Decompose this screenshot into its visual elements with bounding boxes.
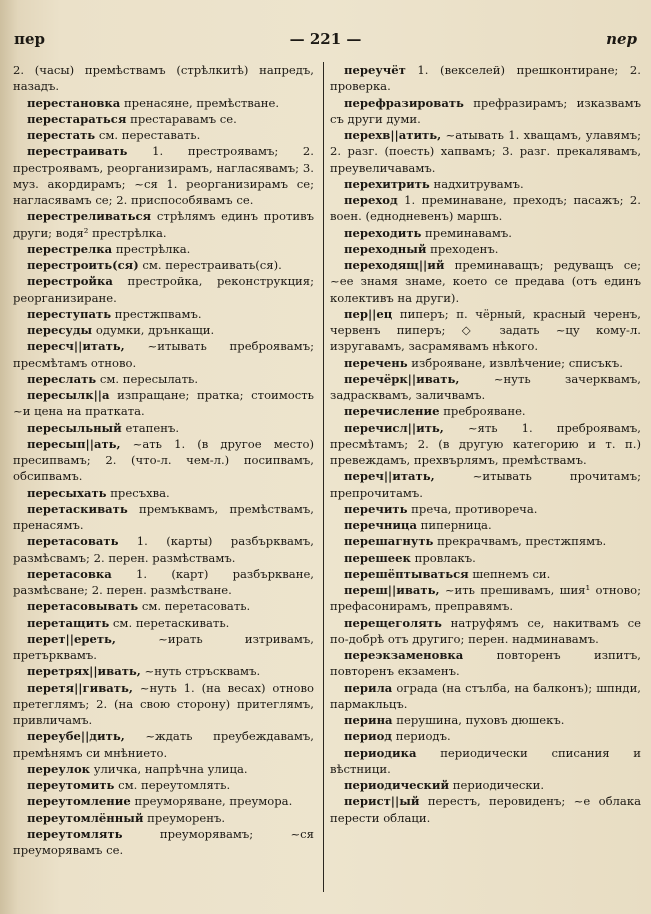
dictionary-entry <box>13 501 314 534</box>
definition: одумки, дрънкащи. <box>92 323 215 337</box>
definition: провлакъ. <box>410 550 476 565</box>
dictionary-entry <box>330 371 641 404</box>
headword: перехитрить <box>344 176 430 191</box>
definition: ~ждать преубеждавамъ, премѣнямъ си мнѣнието. <box>13 729 314 760</box>
dictionary-entry <box>13 420 314 436</box>
dictionary-entry <box>330 777 641 793</box>
headword: переч||итать, <box>344 469 435 484</box>
dictionary-entry <box>330 355 641 371</box>
definition: изпращане; пратка; стоимость ~и цена на пратката. <box>13 388 314 419</box>
dictionary-entry <box>13 631 314 664</box>
headword: перечёрк||ивать, <box>344 371 460 386</box>
definition: префразирамъ; изказвамъ съ други думи. <box>330 95 641 126</box>
dictionary-entry <box>13 615 314 631</box>
definition: ~итывать прочитамъ; препрочитамъ. <box>330 469 641 500</box>
dictionary-entry <box>330 127 641 176</box>
headword: переходящ||ий <box>344 258 445 272</box>
dictionary-entry <box>330 533 641 549</box>
headword: перет||ереть, <box>27 631 116 646</box>
headword: переш||ивать, <box>344 583 440 597</box>
headword: пересыхать <box>27 485 107 500</box>
headword: перетащить <box>27 615 110 630</box>
definition: перушина, пуховъ дюшекъ. <box>392 713 565 727</box>
definition: ~ать 1. (в другое место) пресипвамъ; 2. (что-л. чем-л.) посипвамъ, обсипвамъ. <box>13 436 314 484</box>
dictionary-entry <box>13 208 314 241</box>
definition: престройка, реконструкция; реорганизиране. <box>13 274 314 305</box>
definition: пиперница. <box>417 518 492 532</box>
definition: шепнемъ си. <box>468 566 551 581</box>
definition: см. переставать. <box>95 128 201 142</box>
dictionary-entry <box>330 582 641 615</box>
definition: ~атывать 1. хващамъ, улавямъ; 2. разг. (поесть) хапвамъ; 3. разг. прекалявамъ, преувеличавамъ. <box>330 128 641 175</box>
headword: перетя||гивать, <box>27 680 133 695</box>
dictionary-entry <box>330 192 641 225</box>
definition: ограда (на стълба, на балконъ); шпнди, пармакльцъ. <box>330 680 641 711</box>
definition: см. переутомлять. <box>114 778 231 792</box>
dictionary-entry <box>330 550 641 566</box>
dictionary-entry <box>13 485 314 501</box>
dictionary-entry <box>330 176 641 192</box>
dictionary-entry <box>330 615 641 648</box>
definition: 1. престроявамъ; 2. престроявамъ, реорганизирамъ, нагласявамъ; 3. муз. акордирамъ; ~ся 1. реорганизирамъ се; нагласявамъ се; 2. приспособявамъ се. <box>13 144 314 207</box>
headword: перестрелка <box>27 241 113 256</box>
definition: периодически. <box>449 778 545 792</box>
definition: перестъ, перовиденъ; ~е облака перести облаци. <box>330 794 641 825</box>
headword: перетаскивать <box>27 501 128 516</box>
definition: пренасяне, премѣстване. <box>120 95 280 110</box>
headword: перетасовка <box>27 566 112 581</box>
dictionary-entry <box>13 95 314 111</box>
headword: пересч||итать, <box>27 339 125 354</box>
definition: преуморенъ. <box>143 810 226 825</box>
definition: престрѣлка. <box>112 241 191 256</box>
headword: перешагнуть <box>344 534 434 549</box>
headword: перетасовывать <box>27 599 139 614</box>
dictionary-entry <box>330 257 641 306</box>
definition: 1. (карт) разбъркване, размѣсване; 2. перен. размѣстване. <box>13 566 314 597</box>
headword: перестройка <box>27 274 113 289</box>
running-head-left: пер <box>14 30 46 48</box>
headword: перестреливаться <box>27 209 152 224</box>
headword: перестраивать <box>27 144 128 159</box>
definition: ~нуть 1. (на весах) отново претеглямъ; 2. (на свою сторону) притеглямъ, привличамъ. <box>13 680 314 727</box>
headword: перечень <box>344 355 408 370</box>
headword: переход <box>344 193 398 207</box>
dictionary-entry <box>13 533 314 566</box>
dictionary-entry <box>13 761 314 777</box>
definition: прекрачвамъ, престжпямъ. <box>433 534 607 549</box>
dictionary-entry <box>13 306 314 322</box>
headword: переучёт <box>344 63 406 77</box>
dictionary-entry <box>13 826 314 859</box>
right-column <box>323 62 641 892</box>
dictionary-entry <box>13 371 314 387</box>
definition: етапенъ. <box>121 420 180 435</box>
headword: переэкзаменовка <box>344 648 464 662</box>
dictionary-entry <box>13 257 314 273</box>
running-head-right: пер <box>606 30 637 48</box>
dictionary-entry <box>13 387 314 420</box>
dictionary-entry: 2. (часы) премѣствамъ (стрѣлкитѣ) напредъ, назадъ. <box>13 63 314 94</box>
dictionary-entry <box>330 241 641 257</box>
definition: 1. преминаване, преходъ; пасажъ; 2. воен. (еднодневенъ) маршъ. <box>330 193 641 224</box>
dictionary-entry <box>13 663 314 679</box>
dictionary-entry <box>330 712 641 728</box>
headword: переутомление <box>27 794 131 809</box>
dictionary-entry <box>330 420 641 469</box>
definition: см. перестраивать(ся). <box>138 258 282 272</box>
dictionary-entry <box>330 793 641 826</box>
headword: пересып||ать, <box>27 436 121 451</box>
headword: переходный <box>344 241 427 256</box>
definition: см. пересылать. <box>96 371 199 386</box>
definition: см. перетаскивать. <box>109 615 230 630</box>
headword: перетасовать <box>27 534 119 549</box>
definition: надхитрувамъ. <box>429 176 524 191</box>
definition: ~нуть зачерквамъ, задрасквамъ, заличвамъ. <box>330 371 641 402</box>
headword: перефразировать <box>344 95 464 110</box>
dictionary-entry <box>13 566 314 599</box>
dictionary-entry <box>330 517 641 533</box>
definition: натруфямъ се, накитвамъ се по-добрѣ отъ другиго; перен. надминавамъ. <box>330 615 641 646</box>
headword: перетрях||ивать, <box>27 664 141 679</box>
dictionary-entry <box>330 403 641 419</box>
headword: перечисл||ить, <box>344 420 444 435</box>
dictionary-entry <box>330 680 641 713</box>
headword: перестать <box>27 128 96 142</box>
page-number: — 221 — <box>289 30 362 48</box>
headword: переходить <box>344 225 422 240</box>
dictionary-entry <box>330 468 641 501</box>
dictionary-entry <box>330 306 641 355</box>
dictionary-entry <box>13 127 314 143</box>
definition: престжпвамъ. <box>111 306 202 321</box>
definition: преуморяване, преумора. <box>130 794 293 809</box>
dictionary-entry <box>13 436 314 485</box>
definition: преминаващъ; редуващъ се; ~ее знамя знаме, което се предава (отъ единъ колективъ на други). <box>330 258 641 305</box>
headword: пересыльный <box>27 420 122 435</box>
headword: перещеголять <box>344 615 442 630</box>
dictionary-entry <box>13 728 314 761</box>
headword: перестроить(ся) <box>27 258 139 272</box>
dictionary-entry <box>13 680 314 729</box>
headword: перешёптываться <box>344 566 469 581</box>
dictionary-entry <box>13 810 314 826</box>
headword: пересуды <box>27 323 93 337</box>
definition: ~ять 1. преброявамъ, пресмѣтамъ; 2. (в другую категорию и т. п.) превеждамъ, прехвърлямъ, премѣствамъ. <box>330 420 641 467</box>
dictionary-entry <box>13 322 314 338</box>
definition: изброяване, извлѣчение; списъкъ. <box>407 355 623 370</box>
dictionary-entry <box>13 241 314 257</box>
dictionary-entry <box>330 647 641 680</box>
dictionary-entry <box>13 598 314 614</box>
headword: перина <box>344 713 393 727</box>
definition: ~итывать преброявамъ; пресмѣтамъ отново. <box>13 339 314 370</box>
dictionary-entry <box>13 111 314 127</box>
dictionary-entry <box>330 501 641 517</box>
definition: преуморявамъ; ~ся преуморявамъ се. <box>13 826 314 857</box>
dictionary-entry <box>330 566 641 582</box>
headword: перестановка <box>27 95 121 110</box>
definition: повторенъ изпитъ, повторенъ екзаменъ. <box>330 648 641 679</box>
headword: пересылк||а <box>27 388 110 402</box>
headword: пер||ец <box>344 306 393 321</box>
definition: преходенъ. <box>426 241 499 256</box>
definition: уличка, напрѣчна улица. <box>90 761 248 776</box>
dictionary-entry <box>330 745 641 778</box>
headword: переутомлённый <box>27 810 144 825</box>
dictionary-entry <box>13 338 314 371</box>
left-column <box>13 62 318 858</box>
definition: пресъхва. <box>106 485 170 500</box>
headword: перестараться <box>27 111 127 126</box>
headword: перист||ый <box>344 794 420 809</box>
headword: переутомлять <box>27 826 123 841</box>
dictionary-entry <box>330 728 641 744</box>
definition: ~нуть стръсквамъ. <box>140 664 261 679</box>
headword: перечить <box>344 501 408 516</box>
definition: преча, противореча. <box>407 501 538 516</box>
headword: перечница <box>344 518 417 532</box>
definition: периодически списания и вѣстници. <box>330 745 641 776</box>
definition: стрѣлямъ единъ противъ други; водя² престрѣлка. <box>13 209 314 240</box>
headword: переутомить <box>27 778 115 792</box>
definition: см. перетасовать. <box>138 599 251 614</box>
definition: премъквамъ, премѣствамъ, пренасямъ. <box>13 501 314 532</box>
definition: 1. (карты) разбърквамъ, размѣсвамъ; 2. перен. размѣствамъ. <box>13 534 314 565</box>
page-header <box>0 30 651 52</box>
definition: периодъ. <box>392 729 451 744</box>
definition: ~ить прешивамъ, шия¹ отново; префасонирамъ, преправямъ. <box>330 583 641 614</box>
dictionary-entry <box>13 143 314 208</box>
headword: периодика <box>344 745 417 760</box>
headword: переулок <box>27 761 91 776</box>
dictionary-entry <box>330 95 641 128</box>
dictionary-entry <box>13 793 314 809</box>
definition: преброяване. <box>439 404 526 419</box>
headword: перечисление <box>344 404 440 419</box>
headword: период <box>344 729 393 744</box>
definition: ~ирать изтривамъ, претърквамъ. <box>13 631 314 662</box>
headword: переступать <box>27 306 112 321</box>
headword: переслать <box>27 371 97 386</box>
headword: перехв||атить, <box>344 128 442 142</box>
definition: преминавамъ. <box>421 225 512 240</box>
dictionary-entry <box>13 273 314 306</box>
headword: перешеек <box>344 550 411 565</box>
definition: престаравамъ се. <box>126 111 237 126</box>
dictionary-entry <box>330 225 641 241</box>
headword: перила <box>344 680 393 695</box>
headword: периодический <box>344 778 450 792</box>
dictionary-entry <box>330 62 641 95</box>
definition: 1. (векселей) прешконтиране; 2. проверка. <box>330 63 641 94</box>
headword: переубе||дить, <box>27 729 125 744</box>
definition: пиперъ; п. чёрный, красный черенъ, червенъ пиперъ; ◇ задать ~цу кому-л. изругавамъ, засрамявамъ нѣкого. <box>330 306 641 354</box>
dictionary-entry <box>13 777 314 793</box>
